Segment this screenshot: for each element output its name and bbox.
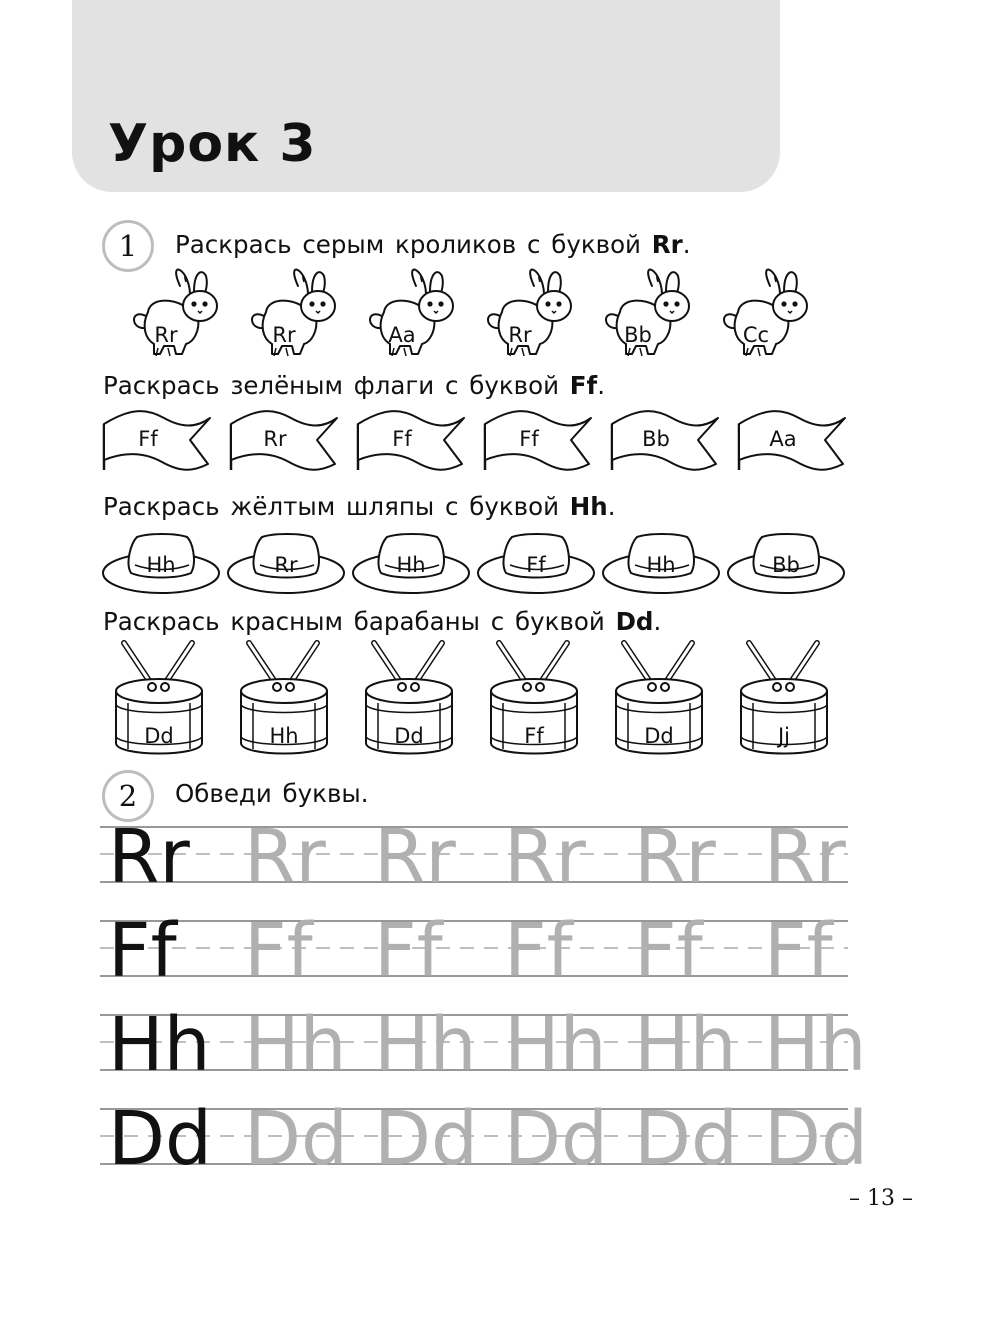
rabbit-letter-label: Cc: [742, 323, 770, 347]
hat-letter-label: Hh: [146, 553, 176, 577]
drum-letter-label: Dd: [644, 724, 674, 748]
model-letters: Ff: [108, 908, 177, 994]
trace-letters[interactable]: Ff: [374, 908, 443, 994]
trace-letters[interactable]: Rr: [764, 814, 846, 900]
instruction-text: Раскрась серым кроликов с буквой: [175, 230, 652, 259]
drum-letter-label: Ff: [524, 724, 544, 748]
instruction-target-letter: Rr: [651, 230, 683, 259]
hat-letter-label: Ff: [526, 553, 546, 577]
trace-row: [100, 1002, 867, 1088]
trace-letters[interactable]: Dd: [374, 1096, 478, 1182]
page-number: – 13 –: [849, 1186, 913, 1211]
instruction-text: Раскрась красным барабаны с буквой: [103, 607, 616, 636]
page-title: Урок 3: [108, 114, 317, 174]
trace-letters[interactable]: Hh: [504, 1002, 607, 1088]
hat-letter-label: Rr: [274, 553, 298, 577]
exercise-number-1: 1: [102, 220, 154, 272]
trace-letters[interactable]: Rr: [634, 814, 716, 900]
trace-row: [100, 908, 848, 994]
trace-letters[interactable]: Ff: [244, 908, 313, 994]
trace-row: [100, 1096, 868, 1182]
model-letters: Rr: [108, 814, 190, 900]
flag-letter-label: Rr: [263, 427, 287, 451]
instruction-period: .: [607, 492, 616, 521]
instruction-period: .: [653, 607, 662, 636]
flag-letter-label: Ff: [392, 427, 412, 451]
hat-letter-label: Bb: [772, 553, 800, 577]
trace-letters[interactable]: Hh: [244, 1002, 347, 1088]
trace-letters[interactable]: Ff: [634, 908, 703, 994]
trace-row: [100, 814, 848, 900]
instruction-period: .: [682, 230, 691, 259]
drum-letter-label: Dd: [394, 724, 424, 748]
drum-letter-label: Dd: [144, 724, 174, 748]
flag-letter-label: Ff: [519, 427, 539, 451]
trace-letters[interactable]: Hh: [764, 1002, 867, 1088]
rabbit-letter-label: Rr: [272, 323, 296, 347]
instruction-period: .: [597, 371, 605, 400]
trace-letters[interactable]: Dd: [504, 1096, 608, 1182]
drum-letter-label: Hh: [269, 724, 299, 748]
model-letters: Hh: [108, 1002, 211, 1088]
instruction-text: Раскрась зелёным флаги с буквой: [103, 371, 570, 400]
instruction-target-letter: Dd: [615, 607, 654, 636]
exercise-number-2: 2: [102, 770, 154, 822]
trace-letters[interactable]: Hh: [374, 1002, 477, 1088]
hat-letter-label: Hh: [396, 553, 426, 577]
trace-letters[interactable]: Rr: [374, 814, 456, 900]
flag-letter-label: Aa: [769, 427, 797, 451]
flag-letter-label: Ff: [138, 427, 158, 451]
trace-letters[interactable]: Ff: [504, 908, 573, 994]
rabbit-letter-label: Rr: [508, 323, 532, 347]
drum-letter-label: Jj: [777, 724, 791, 748]
rabbit-letter-label: Aa: [388, 323, 416, 347]
rabbit-letter-label: Rr: [154, 323, 178, 347]
instruction-text: Раскрась жёлтым шляпы с буквой: [103, 492, 570, 521]
trace-letters[interactable]: Hh: [634, 1002, 737, 1088]
trace-letters[interactable]: Rr: [504, 814, 586, 900]
trace-letters[interactable]: Ff: [764, 908, 833, 994]
flag-letter-label: Bb: [642, 427, 670, 451]
instruction-target-letter: Hh: [569, 492, 608, 521]
trace-instruction: Обведи буквы.: [175, 779, 369, 808]
rabbit-letter-label: Bb: [624, 323, 652, 347]
model-letters: Dd: [108, 1096, 212, 1182]
trace-letters[interactable]: Dd: [244, 1096, 348, 1182]
instruction-target-letter: Ff: [569, 371, 598, 400]
trace-letters[interactable]: Rr: [244, 814, 326, 900]
hat-letter-label: Hh: [646, 553, 676, 577]
trace-letters[interactable]: Dd: [634, 1096, 738, 1182]
trace-letters[interactable]: Dd: [764, 1096, 868, 1182]
